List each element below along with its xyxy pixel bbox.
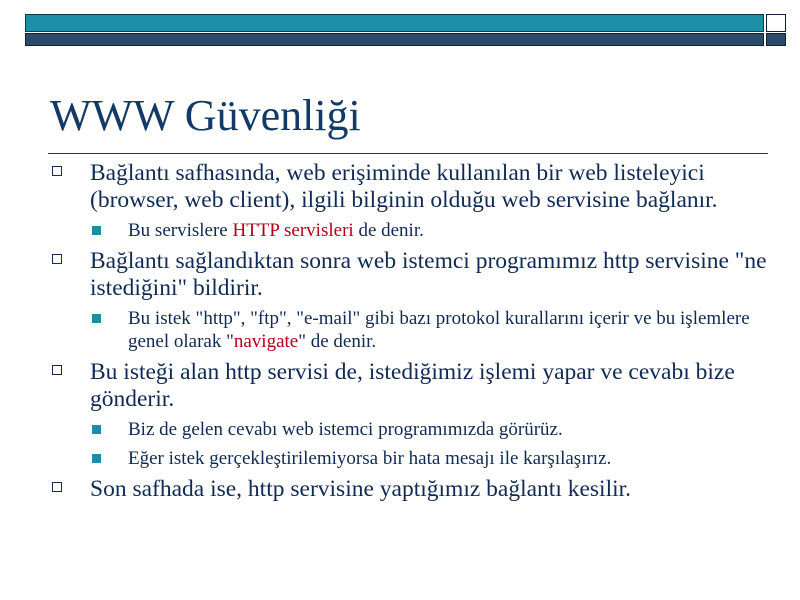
filled-square-bullet-icon	[92, 454, 101, 463]
sub-bullet-2-1	[48, 307, 778, 353]
sub-bullet-2-1-before: Bu istek "http", "ftp", "e-mail" gibi bazı protokol kurallarını içerir ve bu işlemlere genel olarak "	[128, 308, 750, 352]
bullet-1-text: Bağlantı safhasında, web erişiminde kullanılan bir web listeleyici (browser, web client), ilgili bilginin olduğu web servisine bağlanır.	[90, 160, 718, 213]
header-corner-square-top	[766, 14, 786, 32]
header-dark-bar	[25, 33, 764, 46]
sub-bullet-1-1-after: de denir.	[353, 220, 424, 241]
hollow-square-bullet-icon	[52, 166, 62, 176]
header-accent-bar	[25, 14, 764, 32]
header-corner-square-bottom	[766, 33, 786, 46]
title-divider	[48, 153, 768, 154]
bullet-2-text: Bağlantı sağlandıktan sonra web istemci programımız http servisine "ne istediğini" bildirir.	[90, 248, 767, 301]
hollow-square-bullet-icon	[52, 254, 62, 264]
bullet-3-text: Bu isteği alan http servisi de, istediğimiz işlemi yapar ve cevabı bize gönderir.	[90, 359, 735, 412]
sub-bullet-3-2-text: Eğer istek gerçekleştirilemiyorsa bir hata mesajı ile karşılaşırız.	[128, 448, 612, 469]
navigate-highlight: navigate	[233, 331, 299, 352]
hollow-square-bullet-icon	[52, 365, 62, 375]
bullet-1	[48, 160, 778, 214]
sub-bullet-1-1-before: Bu servislere	[128, 220, 233, 241]
sub-bullet-3-1	[48, 418, 778, 441]
bullet-3	[48, 359, 778, 413]
sub-bullet-3-2	[48, 447, 778, 470]
filled-square-bullet-icon	[92, 314, 101, 323]
bullet-4	[48, 476, 778, 503]
sub-bullet-2-1-after: " de denir.	[298, 331, 377, 352]
hollow-square-bullet-icon	[52, 482, 62, 492]
filled-square-bullet-icon	[92, 425, 101, 434]
sub-bullet-3-1-text: Biz de gelen cevabı web istemci programımızda görürüz.	[128, 419, 563, 440]
slide-title: WWW Güvenliği	[50, 91, 361, 140]
bullet-4-text: Son safhada ise, http servisine yaptığımız bağlantı kesilir.	[90, 476, 632, 502]
http-servisleri-highlight: HTTP servisleri	[232, 220, 354, 241]
filled-square-bullet-icon	[92, 226, 101, 235]
slide-body	[48, 160, 778, 508]
sub-bullet-1-1	[48, 219, 778, 242]
bullet-2	[48, 248, 778, 302]
